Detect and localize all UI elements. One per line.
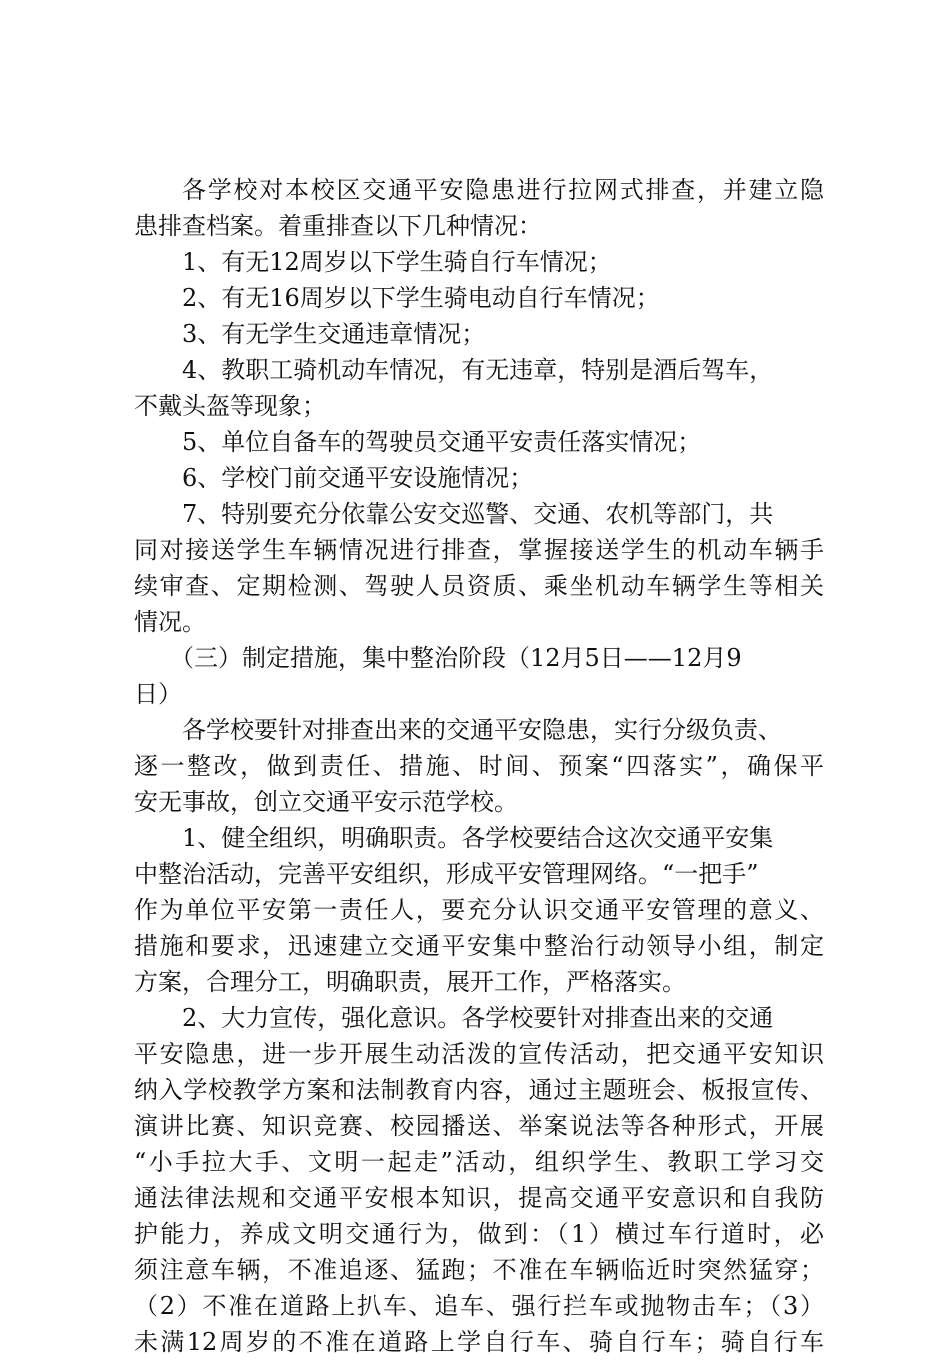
text-line: 2、大力宣传，强化意识。各学校要针对排查出来的交通	[182, 1004, 774, 1032]
text-line: “小手拉大手、文明一起走”活动，组织学生、教职工学习交	[134, 1148, 824, 1176]
text-line: 1、健全组织，明确职责。各学校要结合这次交通平安集	[182, 824, 774, 852]
text-line: 各学校要针对排查出来的交通平安隐患，实行分级负责、	[182, 716, 782, 744]
text-line: 2、有无16周岁以下学生骑电动自行车情况；	[182, 284, 660, 312]
text-line: 患排查档案。着重排查以下几种情况：	[134, 212, 542, 240]
text-line: 作为单位平安第一责任人，要充分认识交通平安管理的意义、	[134, 896, 824, 924]
text-line: 措施和要求，迅速建立交通平安集中整治行动领导小组，制定	[134, 932, 824, 960]
text-line: 方案，合理分工，明确职责，展开工作，严格落实。	[134, 968, 686, 996]
text-line: 6、学校门前交通平安设施情况；	[182, 464, 534, 492]
text-line: 4、教职工骑机动车情况，有无违章，特别是酒后驾车，	[182, 356, 774, 384]
text-line: 3、有无学生交通违章情况；	[182, 320, 486, 348]
text-line: 通法律法规和交通平安根本知识，提高交通平安意识和自我防	[134, 1184, 824, 1212]
text-line: 中整治活动，完善平安组织，形成平安管理网络。“一把手”	[134, 860, 759, 888]
text-line: 安无事故，创立交通平安示范学校。	[134, 788, 518, 816]
text-line: 平安隐患，进一步开展生动活泼的宣传活动，把交通平安知识	[134, 1040, 824, 1068]
text-line: 逐一整改，做到责任、措施、时间、预案“四落实”，确保平	[134, 752, 824, 780]
text-line: 同对接送学生车辆情况进行排查，掌握接送学生的机动车辆手	[134, 536, 824, 564]
text-line: 5、单位自备车的驾驶员交通平安责任落实情况；	[182, 428, 702, 456]
text-line: 须注意车辆，不准追逐、猛跑；不准在车辆临近时突然猛穿；	[134, 1256, 824, 1284]
text-line: 1、有无12周岁以下学生骑自行车情况；	[182, 248, 612, 276]
text-line: 未满12周岁的不准在道路上学自行车、骑自行车；骑自行车	[134, 1328, 824, 1356]
text-line: 纳入学校教学方案和法制教育内容，通过主题班会、板报宣传、	[134, 1076, 824, 1104]
text-line: （2）不准在道路上扒车、追车、强行拦车或抛物击车；（3）	[134, 1292, 824, 1320]
text-line: 情况。	[134, 608, 206, 636]
text-line: （三）制定措施，集中整治阶段（12月5日——12月9	[170, 644, 742, 672]
document-body	[134, 172, 824, 1360]
text-line: 不戴头盔等现象；	[134, 392, 326, 420]
text-line: 日）	[134, 680, 182, 708]
text-line: 各学校对本校区交通平安隐患进行拉网式排查，并建立隐	[182, 176, 824, 204]
text-line: 护能力，养成文明交通行为，做到：（1）横过车行道时，必	[134, 1220, 824, 1248]
text-line: 7、特别要充分依靠公安交巡警、交通、农机等部门，共	[182, 500, 774, 528]
text-line: 演讲比赛、知识竞赛、校园播送、举案说法等各种形式，开展	[134, 1112, 824, 1140]
text-line: 续审查、定期检测、驾驶人员资质、乘坐机动车辆学生等相关	[134, 572, 824, 600]
